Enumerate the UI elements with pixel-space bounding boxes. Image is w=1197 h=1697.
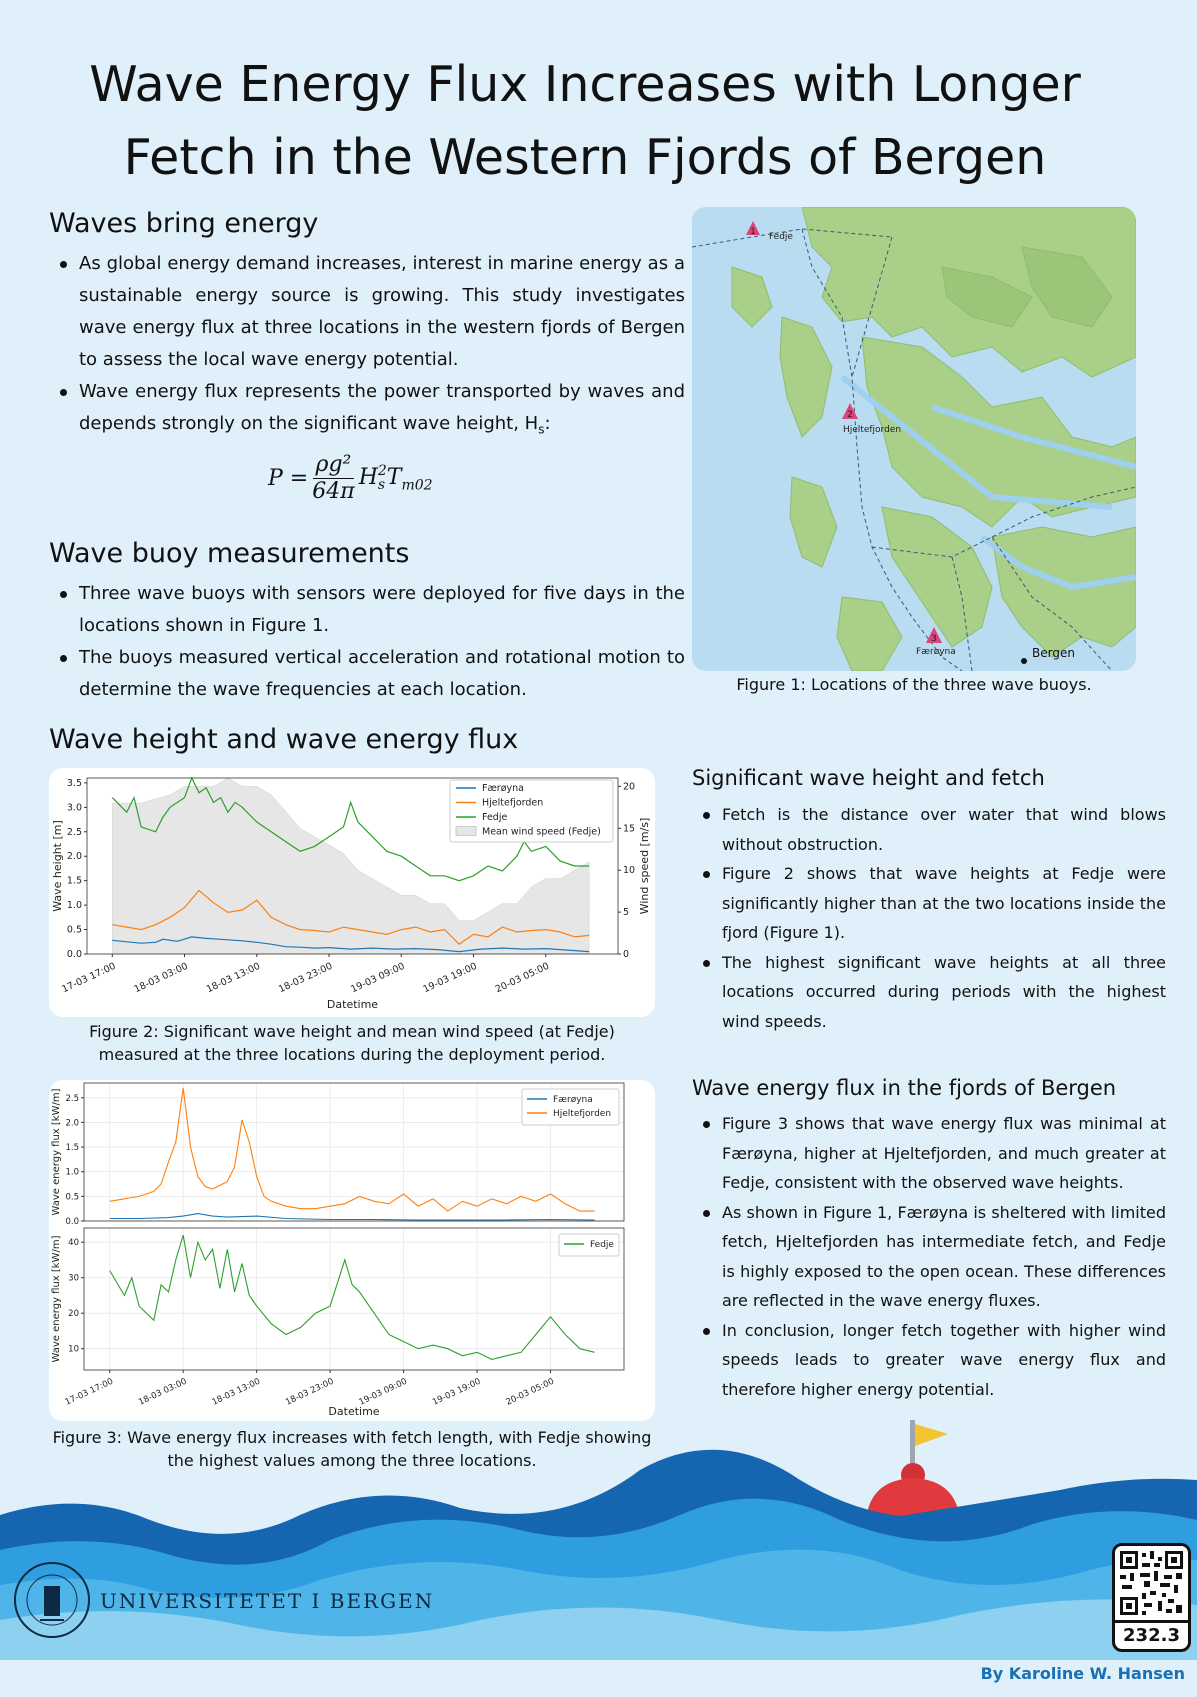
section-heading-buoys: Wave buoy measurements [49, 538, 410, 569]
map-label-bergen: Bergen [1032, 646, 1075, 660]
energy-bullets [49, 248, 685, 446]
x-tick-label: 19-03 19:00 [431, 1376, 483, 1408]
x-axis-label: Datetime [326, 998, 379, 1011]
chart-legend [450, 780, 613, 842]
x-tick-label: 20-03 05:00 [504, 1376, 556, 1408]
author-name: By Karoline W. Hansen [980, 1664, 1185, 1683]
x-tick-label: 18-03 23:00 [277, 960, 335, 996]
svg-text:1: 1 [750, 227, 756, 237]
legend-entry: Fedje [590, 1240, 614, 1250]
x-tick-label: 17-03 17:00 [60, 960, 118, 996]
y-tick-label: 0.0 [65, 1217, 79, 1227]
x-tick-label: 19-03 09:00 [349, 960, 407, 996]
legend-entry: Hjeltefjorden [553, 1109, 612, 1119]
buoy-icon [866, 1420, 960, 1520]
y-tick-label: 2.5 [66, 826, 82, 838]
x-tick-label: 18-03 13:00 [204, 960, 263, 996]
fjords-bullet: As shown in Figure 1, Færøyna is sheltered with limited fetch, Hjeltefjorden has intermediate fetch, and Fedje is highly exposed to the open ocean. These differences are reflected in the wave energy fluxes. [722, 1198, 1166, 1316]
fetch-bullet: Figure 2 shows that wave heights at Fedje were significantly higher than at the two locations inside the fjord (Figure 1). [722, 859, 1166, 948]
y-tick-label: 30 [68, 1273, 79, 1284]
y-tick-label: 2.0 [66, 851, 82, 863]
y-tick-label: 0.5 [65, 1192, 79, 1203]
y-tick-label: 2.5 [65, 1093, 79, 1104]
figure-2-caption: Figure 2: Significant wave height and mean wind speed (at Fedje) measured at the three locations during the deployment period. [89, 1022, 615, 1064]
section-heading-fetch: Significant wave height and fetch [692, 766, 1045, 790]
y-tick-label: 10 [68, 1344, 79, 1355]
panel-legend [559, 1234, 619, 1256]
legend-entry: Færøyna [553, 1095, 593, 1105]
wave-energy-formula: P = $\frac{\text{ρg²}}{64\pi}$ H 2 s $T_{m02}$ [268, 452, 433, 504]
energy-bullet: As global energy demand increases, interest in marine energy as a sustainable energy source is growing. This study investigates wave energy flux at three locations in the western fjords of Bergen to assess the local wave energy potential. [79, 248, 685, 376]
y2-tick-label: 10 [623, 865, 636, 877]
qr-code[interactable] [1112, 1543, 1191, 1652]
university-name: UNIVERSITETET I BERGEN [100, 1589, 435, 1613]
energy-flux-chart [49, 1080, 655, 1421]
y-tick-label: 40 [68, 1238, 79, 1249]
x-tick-label: 19-03 09:00 [357, 1376, 409, 1408]
y-tick-label: 1.0 [65, 1167, 79, 1178]
legend-entry: Færøyna [482, 783, 524, 794]
y2-axis-label: Wind speed [m/s] [638, 817, 651, 915]
x-axis-label: Datetime [328, 1405, 380, 1418]
poster-title [60, 48, 1110, 194]
x-tick-label: 18-03 13:00 [210, 1376, 262, 1408]
flag-icon [915, 1424, 948, 1446]
svg-text:2: 2 [847, 410, 853, 420]
y-axis-label: Wave energy flux [kW/m] [51, 1235, 62, 1363]
map-label-faeroyna: Færøyna [916, 647, 956, 657]
y-tick-label: 20 [68, 1309, 79, 1320]
svg-text:3: 3 [931, 634, 937, 644]
title-line-2: Fetch in the Western Fjords of Bergen [123, 129, 1047, 186]
fedje-flux-line [110, 1235, 595, 1359]
figure-3-panel [49, 1080, 655, 1421]
buoy-bullet: The buoys measured vertical acceleration and rotational motion to determine the wave frequencies at each location. [79, 642, 685, 706]
figure-3-caption: Figure 3: Wave energy flux increases with fetch length, with Fedje showing the highest values among the three locations. [52, 1428, 652, 1470]
y-tick-label: 3.0 [66, 802, 82, 814]
y-axis-label: Wave height [m] [51, 820, 64, 912]
section-heading-height-flux: Wave height and wave energy flux [49, 724, 519, 755]
wave-height-chart [49, 768, 655, 1017]
x-tick-label: 19-03 19:00 [421, 960, 479, 996]
x-tick-label: 17-03 17:00 [63, 1376, 115, 1408]
x-tick-label: 18-03 03:00 [137, 1376, 189, 1408]
legend-entry: Hjeltefjorden [482, 797, 544, 809]
fjords-bullet: In conclusion, longer fetch together with higher wind speeds leads to greater wave energy flux and therefore higher energy potential. [722, 1316, 1166, 1405]
map-label-hjeltefjorden: Hjeltefjorden [843, 425, 902, 435]
legend-entry: Fedje [482, 812, 508, 823]
buoy-bullets [49, 578, 685, 706]
x-tick-label: 18-03 03:00 [132, 960, 190, 996]
buoy-bullet: Three wave buoys with sensors were deployed for five days in the locations shown in Figure 1. [79, 578, 685, 642]
y2-tick-label: 5 [623, 907, 630, 919]
y-tick-label: 0.5 [66, 924, 82, 936]
y-tick-label: 1.5 [66, 875, 82, 887]
y-axis-label: Wave energy flux [kW/m] [51, 1088, 62, 1216]
panel-legend [522, 1089, 619, 1125]
section-heading-fjords: Wave energy flux in the fjords of Bergen [692, 1076, 1117, 1100]
y-tick-label: 2.0 [65, 1118, 79, 1129]
legend-entry: Mean wind speed (Fedje) [482, 826, 601, 838]
energy-bullet: Wave energy flux represents the power transported by waves and depends strongly on the significant wave height, $H_s$: [79, 376, 685, 446]
fetch-bullets [692, 800, 1166, 1036]
footer-waves [0, 1420, 1197, 1697]
buoy-location-map [692, 207, 1136, 671]
figure-1-caption: Figure 1: Locations of the three wave buoys. [736, 675, 1092, 694]
fetch-bullet: Fetch is the distance over water that wind blows without obstruction. [722, 800, 1166, 859]
faeroyna-flux-line [110, 1214, 595, 1220]
y-tick-label: 1.0 [66, 900, 82, 912]
poster-number: 232.3 [1115, 1620, 1188, 1649]
title-line-1: Wave Energy Flux Increases with Longer [89, 56, 1081, 113]
y-tick-label: 1.5 [65, 1143, 79, 1154]
legend-swatch [456, 827, 476, 836]
y2-tick-label: 15 [623, 823, 636, 835]
fetch-bullet: The highest significant wave heights at all three locations occurred during periods with the highest wind speeds. [722, 948, 1166, 1037]
fjords-bullet: Figure 3 shows that wave energy flux was minimal at Færøyna, higher at Hjeltefjorden, and much greater at Fedje, consistent with the observed wave heights. [722, 1109, 1166, 1198]
x-tick-label: 20-03 05:00 [493, 960, 552, 996]
y-tick-label: 3.5 [66, 777, 82, 789]
y-tick-label: 0.0 [66, 949, 82, 960]
map-svg [692, 207, 1136, 671]
section-heading-energy: Waves bring energy [49, 208, 319, 239]
map-label-fedje: Fedje [769, 232, 793, 242]
x-tick-label: 18-03 23:00 [284, 1376, 336, 1408]
figure-2-panel [49, 768, 655, 1017]
y2-tick-label: 0 [623, 949, 630, 960]
qr-pattern [1118, 1549, 1185, 1619]
y2-tick-label: 20 [623, 781, 636, 793]
fjords-bullets [692, 1109, 1166, 1404]
